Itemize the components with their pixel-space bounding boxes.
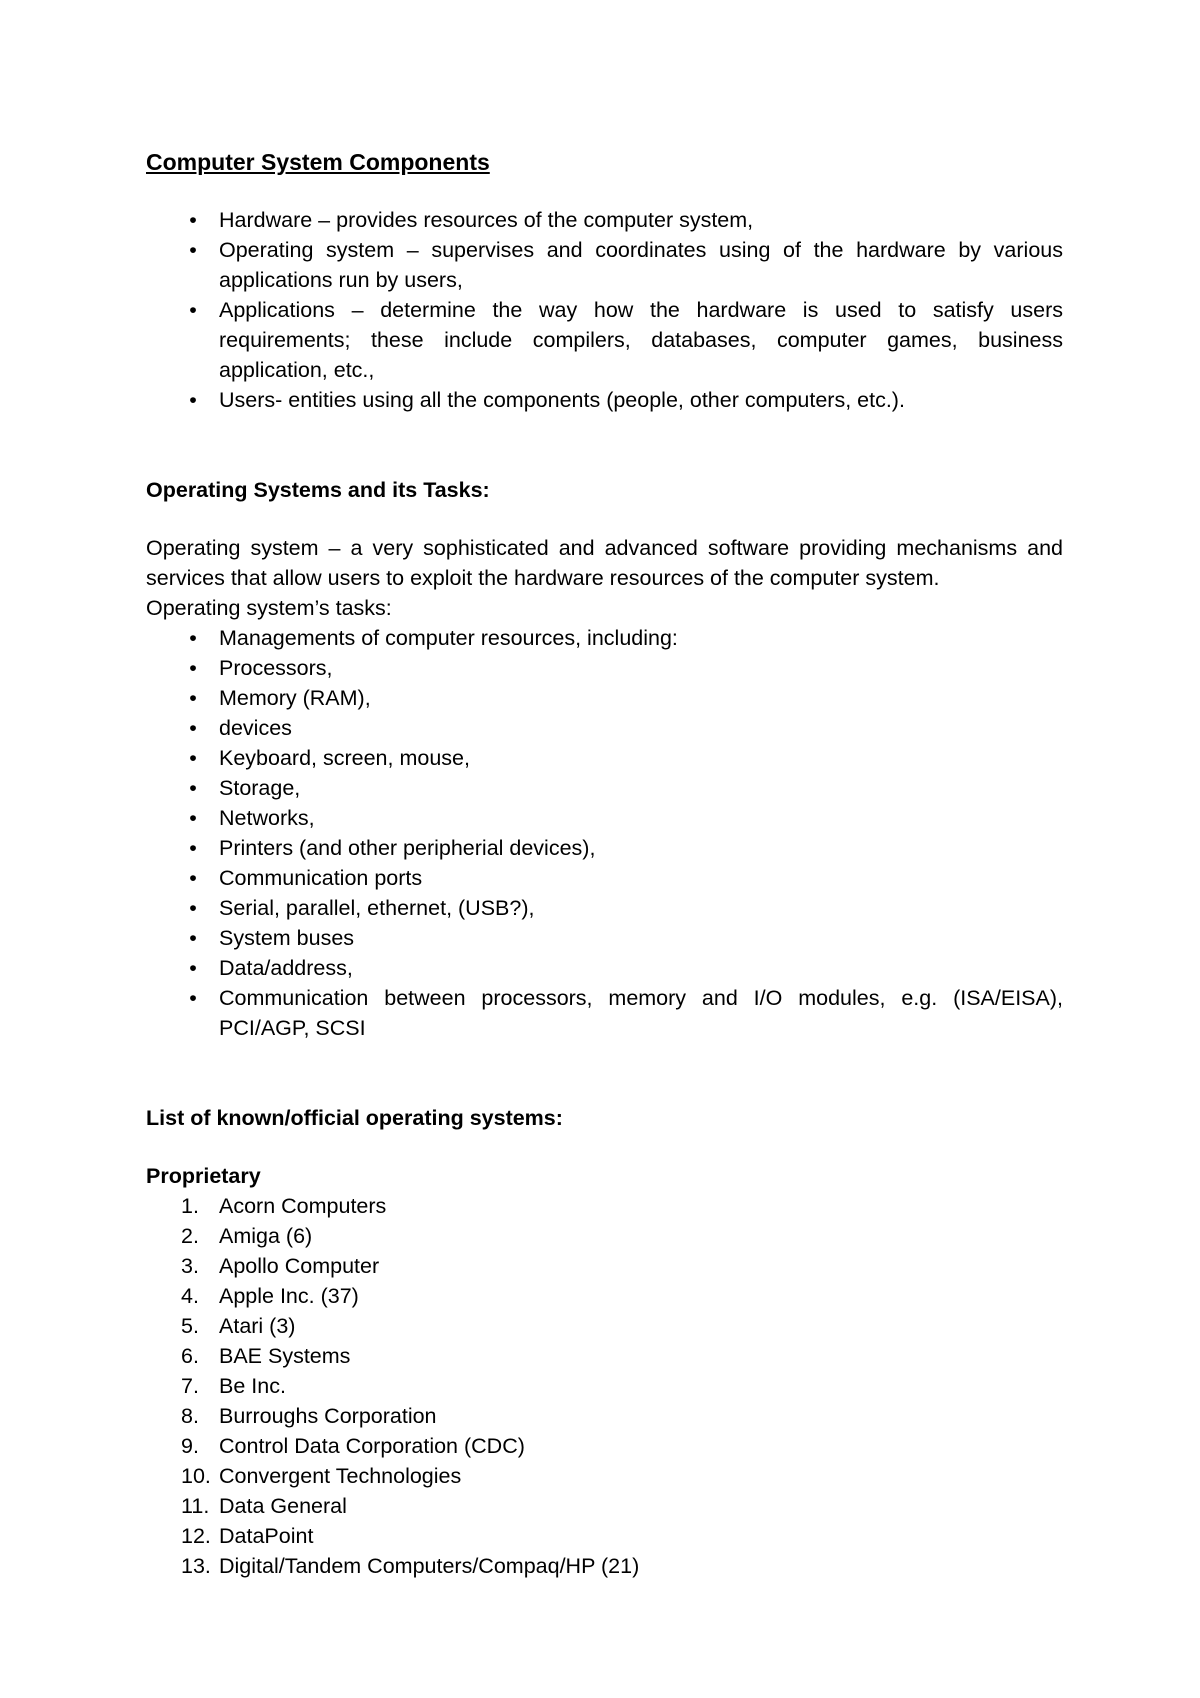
list-item-text: Atari (3): [219, 1314, 296, 1338]
bullet-marker: •: [189, 656, 197, 680]
number-marker: 1.: [181, 1194, 199, 1218]
list-item-text: Digital/Tandem Computers/Compaq/HP (21): [219, 1554, 640, 1578]
list-item-text: devices: [219, 716, 292, 740]
list-item-text: BAE Systems: [219, 1344, 351, 1368]
section-heading: List of known/official operating systems:: [146, 1106, 563, 1130]
bullet-marker: •: [189, 208, 197, 232]
list-item-text: DataPoint: [219, 1524, 314, 1548]
page-title: Computer System Components: [146, 149, 490, 175]
list-item-text: Processors,: [219, 656, 333, 680]
bullet-marker: •: [189, 686, 197, 710]
number-marker: 7.: [181, 1374, 199, 1398]
bullet-marker: •: [189, 298, 197, 322]
tasks-list: [146, 623, 1063, 1043]
list-item: [146, 295, 1063, 385]
list-item: [146, 683, 1063, 713]
number-marker: 3.: [181, 1254, 199, 1278]
list-item-text: Managements of computer resources, including:: [219, 626, 678, 650]
document-page: [146, 147, 1063, 1581]
list-item: [146, 953, 1063, 983]
bullet-marker: •: [189, 956, 197, 980]
bullet-marker: •: [189, 716, 197, 740]
bullet-marker: •: [189, 806, 197, 830]
list-item-text: Apple Inc. (37): [219, 1284, 359, 1308]
list-item: [146, 743, 1063, 773]
bullet-marker: •: [189, 626, 197, 650]
list-item-text: Data/address,: [219, 956, 353, 980]
list-item-text: Communication between processors, memory and I/O modules, e.g. (ISA/EISA), PCI/AGP, SCSI: [219, 986, 1063, 1040]
list-item: [146, 1341, 1063, 1371]
list-item: [146, 1281, 1063, 1311]
bullet-marker: •: [189, 866, 197, 890]
list-item: [146, 773, 1063, 803]
bullet-marker: •: [189, 896, 197, 920]
tasks-label: Operating system’s tasks:: [146, 596, 392, 620]
os-vendor-list: [146, 1191, 1063, 1581]
list-item-text: Storage,: [219, 776, 301, 800]
list-item: [146, 1431, 1063, 1461]
bullet-marker: •: [189, 926, 197, 950]
list-item: [146, 1221, 1063, 1251]
list-item: [146, 1191, 1063, 1221]
list-item-text: Serial, parallel, ethernet, (USB?),: [219, 896, 535, 920]
list-item-text: Printers (and other peripherial devices),: [219, 836, 596, 860]
list-item: [146, 1251, 1063, 1281]
list-item: [146, 235, 1063, 295]
bullet-marker: •: [189, 836, 197, 860]
list-item: [146, 803, 1063, 833]
list-item: [146, 893, 1063, 923]
bullet-marker: •: [189, 986, 197, 1010]
list-item: [146, 983, 1063, 1043]
components-list: [146, 205, 1063, 415]
number-marker: 8.: [181, 1404, 199, 1428]
list-item-text: Users- entities using all the components (people, other computers, etc.).: [219, 388, 905, 412]
list-item-text: Control Data Corporation (CDC): [219, 1434, 525, 1458]
number-marker: 4.: [181, 1284, 199, 1308]
number-marker: 2.: [181, 1224, 199, 1248]
list-item: [146, 1491, 1063, 1521]
os-definition-paragraph: Operating system – a very sophisticated and advanced software providing mechanisms and services that allow users to exploit the hardware resources of the computer system.: [146, 536, 1063, 590]
list-item-text: System buses: [219, 926, 355, 950]
list-item: [146, 1311, 1063, 1341]
list-item: [146, 385, 1063, 415]
list-item: [146, 1371, 1063, 1401]
list-item: [146, 923, 1063, 953]
list-item-text: Keyboard, screen, mouse,: [219, 746, 470, 770]
list-item-text: Be Inc.: [219, 1374, 286, 1398]
list-item-text: Operating system – supervises and coordinates using of the hardware by various applications run by users,: [219, 238, 1063, 292]
list-item-text: Applications – determine the way how the hardware is used to satisfy users requirements; these include compilers, databases, computer games, business application, etc.,: [219, 298, 1063, 382]
bullet-marker: •: [189, 746, 197, 770]
list-item-text: Networks,: [219, 806, 315, 830]
section-heading: Operating Systems and its Tasks:: [146, 478, 490, 502]
list-item: [146, 1461, 1063, 1491]
list-item-text: Data General: [219, 1494, 347, 1518]
number-marker: 5.: [181, 1314, 199, 1338]
list-item: [146, 205, 1063, 235]
bullet-marker: •: [189, 388, 197, 412]
list-item: [146, 1401, 1063, 1431]
number-marker: 6.: [181, 1344, 199, 1368]
list-item: [146, 863, 1063, 893]
list-item-text: Apollo Computer: [219, 1254, 380, 1278]
list-item: [146, 1551, 1063, 1581]
list-item-text: Memory (RAM),: [219, 686, 371, 710]
bullet-marker: •: [189, 238, 197, 262]
list-item-text: Burroughs Corporation: [219, 1404, 437, 1428]
list-item-text: Communication ports: [219, 866, 423, 890]
number-marker: 11.: [181, 1494, 210, 1518]
list-item-text: Amiga (6): [219, 1224, 313, 1248]
number-marker: 10.: [181, 1464, 211, 1488]
number-marker: 12.: [181, 1524, 211, 1548]
list-item: [146, 653, 1063, 683]
number-marker: 13.: [181, 1554, 211, 1578]
list-item: [146, 833, 1063, 863]
list-item: [146, 1521, 1063, 1551]
list-item-text: Acorn Computers: [219, 1194, 387, 1218]
number-marker: 9.: [181, 1434, 199, 1458]
subsection-heading: Proprietary: [146, 1164, 261, 1188]
list-item-text: Convergent Technologies: [219, 1464, 462, 1488]
list-item: [146, 713, 1063, 743]
bullet-marker: •: [189, 776, 197, 800]
list-item-text: Hardware – provides resources of the computer system,: [219, 208, 754, 232]
list-item: [146, 623, 1063, 653]
